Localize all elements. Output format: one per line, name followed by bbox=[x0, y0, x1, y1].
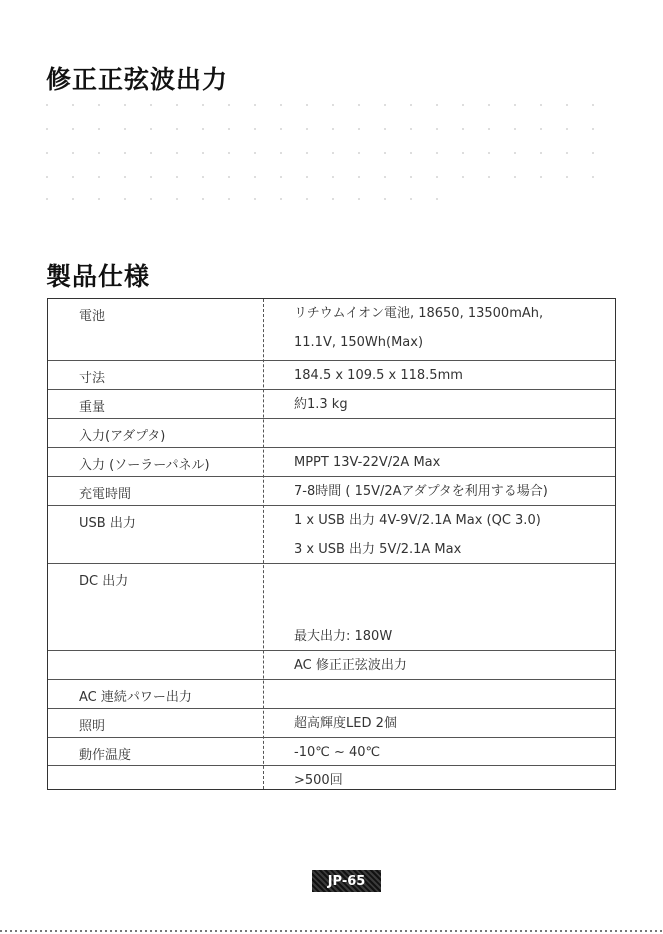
spec-value: -10℃ ~ 40℃ bbox=[294, 745, 381, 760]
spec-row-dimensions bbox=[48, 360, 615, 387]
spec-row-solar-input bbox=[48, 447, 615, 474]
spec-value: 約1.3 kg bbox=[294, 397, 348, 412]
spec-value: 11.1V, 150Wh(Max) bbox=[294, 335, 424, 350]
spec-row-ac-waveform bbox=[48, 650, 615, 677]
spec-label: AC 連続パワー出力 bbox=[79, 690, 192, 705]
page-number-badge: JP-65 bbox=[312, 870, 381, 892]
spec-table bbox=[47, 298, 616, 790]
spec-value: 最大出力: 180W bbox=[294, 629, 393, 644]
spec-label: 照明 bbox=[79, 719, 106, 734]
section-title-output: 修正正弦波出力 bbox=[46, 65, 229, 94]
spec-row-charge-time bbox=[48, 476, 615, 503]
spec-row-lighting bbox=[48, 708, 615, 735]
spec-value: リチウムイオン電池, 18650, 13500mAh, bbox=[294, 306, 544, 321]
spec-value: 1 x USB 出力 4V-9V/2.1A Max (QC 3.0) bbox=[294, 513, 541, 528]
spec-row-weight bbox=[48, 389, 615, 416]
spec-row-ac-continuous bbox=[48, 679, 615, 706]
spec-value: 184.5 x 109.5 x 118.5mm bbox=[294, 368, 463, 383]
spec-value: 3 x USB 出力 5V/2.1A Max bbox=[294, 542, 462, 557]
spec-row-battery bbox=[48, 299, 615, 357]
spec-label: 入力 (ソーラーパネル) bbox=[79, 458, 210, 473]
spec-label: 電池 bbox=[79, 309, 106, 324]
section-title-specs: 製品仕様 bbox=[46, 262, 151, 291]
faded-paragraph bbox=[46, 98, 616, 208]
spec-value: MPPT 13V-22V/2A Max bbox=[294, 455, 441, 470]
spec-label: 重量 bbox=[79, 400, 106, 415]
spec-label: 動作温度 bbox=[79, 748, 132, 763]
spec-label: USB 出力 bbox=[79, 516, 136, 531]
spec-label: 寸法 bbox=[79, 371, 106, 386]
spec-value: >500回 bbox=[294, 773, 343, 788]
spec-label: 充電時間 bbox=[79, 487, 132, 502]
spec-row-dc-output bbox=[48, 563, 615, 648]
spec-row-operating-temp bbox=[48, 737, 615, 764]
spec-value: 7-8時間 ( 15V/2Aアダプタを利用する場合) bbox=[294, 484, 548, 499]
bottom-rule bbox=[0, 930, 663, 932]
spec-value: 超高輝度LED 2個 bbox=[294, 716, 397, 731]
spec-row-usb-output bbox=[48, 505, 615, 561]
spec-label: DC 出力 bbox=[79, 574, 129, 589]
spec-label: 入力(アダプタ) bbox=[79, 429, 166, 444]
spec-value: AC 修正正弦波出力 bbox=[294, 658, 407, 673]
spec-row-cycles bbox=[48, 765, 615, 791]
spec-row-adapter-input bbox=[48, 418, 615, 445]
